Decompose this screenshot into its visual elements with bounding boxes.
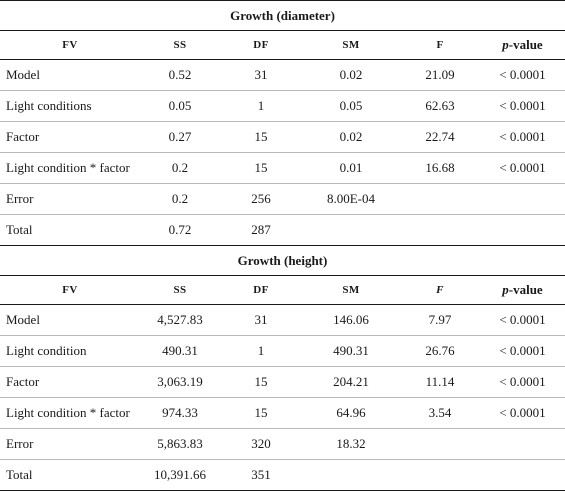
cell-f: 26.76 bbox=[400, 336, 480, 367]
cell-p bbox=[480, 215, 565, 246]
cell-df: 1 bbox=[220, 91, 302, 122]
cell-p: < 0.0001 bbox=[480, 91, 565, 122]
cell-fv: Model bbox=[0, 305, 140, 336]
cell-fv: Factor bbox=[0, 122, 140, 153]
cell-df: 351 bbox=[220, 460, 302, 491]
header-ss: SS bbox=[140, 276, 220, 305]
cell-ss: 490.31 bbox=[140, 336, 220, 367]
cell-f: 7.97 bbox=[400, 305, 480, 336]
header-p-suffix: -value bbox=[508, 37, 543, 52]
cell-sm: 64.96 bbox=[302, 398, 400, 429]
header-ss: SS bbox=[140, 31, 220, 60]
cell-f bbox=[400, 460, 480, 491]
table-row bbox=[0, 122, 565, 153]
cell-fv: Light condition * factor bbox=[0, 153, 140, 184]
cell-df: 31 bbox=[220, 305, 302, 336]
table-row bbox=[0, 367, 565, 398]
table-row bbox=[0, 429, 565, 460]
cell-p: < 0.0001 bbox=[480, 398, 565, 429]
section-title: Growth (height) bbox=[0, 246, 565, 276]
cell-df: 1 bbox=[220, 336, 302, 367]
header-p-value bbox=[480, 276, 565, 305]
cell-ss: 0.27 bbox=[140, 122, 220, 153]
table-row bbox=[0, 60, 565, 91]
cell-df: 287 bbox=[220, 215, 302, 246]
cell-df: 15 bbox=[220, 367, 302, 398]
header-sm: SM bbox=[302, 31, 400, 60]
header-sm: SM bbox=[302, 276, 400, 305]
cell-sm: 8.00E-04 bbox=[302, 184, 400, 215]
section-title-row bbox=[0, 246, 565, 276]
cell-ss: 10,391.66 bbox=[140, 460, 220, 491]
cell-fv: Error bbox=[0, 429, 140, 460]
section-title-row bbox=[0, 1, 565, 31]
header-df: DF bbox=[220, 276, 302, 305]
cell-f bbox=[400, 429, 480, 460]
cell-fv: Total bbox=[0, 460, 140, 491]
cell-ss: 0.52 bbox=[140, 60, 220, 91]
cell-df: 15 bbox=[220, 153, 302, 184]
header-fv: FV bbox=[0, 276, 140, 305]
cell-p: < 0.0001 bbox=[480, 153, 565, 184]
cell-df: 320 bbox=[220, 429, 302, 460]
table-row bbox=[0, 460, 565, 491]
cell-p: < 0.0001 bbox=[480, 336, 565, 367]
cell-f: 21.09 bbox=[400, 60, 480, 91]
header-p-prefix: p bbox=[502, 282, 509, 297]
cell-f: 3.54 bbox=[400, 398, 480, 429]
header-df: DF bbox=[220, 31, 302, 60]
section-title: Growth (diameter) bbox=[0, 1, 565, 31]
cell-fv: Error bbox=[0, 184, 140, 215]
table-row bbox=[0, 153, 565, 184]
table-row bbox=[0, 215, 565, 246]
table-row bbox=[0, 91, 565, 122]
table-row bbox=[0, 184, 565, 215]
header-f: F bbox=[400, 276, 480, 305]
header-fv: FV bbox=[0, 31, 140, 60]
table-row bbox=[0, 398, 565, 429]
cell-ss: 4,527.83 bbox=[140, 305, 220, 336]
header-p-value bbox=[480, 31, 565, 60]
column-header-row bbox=[0, 31, 565, 60]
table-row bbox=[0, 305, 565, 336]
cell-df: 15 bbox=[220, 398, 302, 429]
column-header-row bbox=[0, 276, 565, 305]
cell-p: < 0.0001 bbox=[480, 60, 565, 91]
cell-fv: Light condition * factor bbox=[0, 398, 140, 429]
cell-df: 256 bbox=[220, 184, 302, 215]
table-row bbox=[0, 336, 565, 367]
cell-sm: 0.01 bbox=[302, 153, 400, 184]
cell-p bbox=[480, 184, 565, 215]
cell-sm: 0.02 bbox=[302, 122, 400, 153]
cell-ss: 0.2 bbox=[140, 153, 220, 184]
cell-sm bbox=[302, 460, 400, 491]
cell-ss: 974.33 bbox=[140, 398, 220, 429]
cell-f bbox=[400, 184, 480, 215]
cell-p bbox=[480, 460, 565, 491]
cell-ss: 0.2 bbox=[140, 184, 220, 215]
cell-sm: 18.32 bbox=[302, 429, 400, 460]
cell-f: 62.63 bbox=[400, 91, 480, 122]
header-f: F bbox=[400, 31, 480, 60]
cell-f bbox=[400, 215, 480, 246]
cell-p: < 0.0001 bbox=[480, 367, 565, 398]
cell-p bbox=[480, 429, 565, 460]
cell-fv: Factor bbox=[0, 367, 140, 398]
cell-fv: Total bbox=[0, 215, 140, 246]
cell-ss: 0.05 bbox=[140, 91, 220, 122]
cell-sm bbox=[302, 215, 400, 246]
cell-f: 16.68 bbox=[400, 153, 480, 184]
cell-f: 22.74 bbox=[400, 122, 480, 153]
cell-fv: Light conditions bbox=[0, 91, 140, 122]
header-p-prefix: p bbox=[502, 37, 509, 52]
cell-df: 31 bbox=[220, 60, 302, 91]
cell-p: < 0.0001 bbox=[480, 122, 565, 153]
cell-sm: 204.21 bbox=[302, 367, 400, 398]
cell-sm: 146.06 bbox=[302, 305, 400, 336]
cell-df: 15 bbox=[220, 122, 302, 153]
cell-sm: 0.05 bbox=[302, 91, 400, 122]
cell-fv: Light condition bbox=[0, 336, 140, 367]
cell-ss: 5,863.83 bbox=[140, 429, 220, 460]
cell-fv: Model bbox=[0, 60, 140, 91]
cell-ss: 0.72 bbox=[140, 215, 220, 246]
cell-f: 11.14 bbox=[400, 367, 480, 398]
cell-p: < 0.0001 bbox=[480, 305, 565, 336]
cell-sm: 0.02 bbox=[302, 60, 400, 91]
cell-sm: 490.31 bbox=[302, 336, 400, 367]
header-p-suffix: -value bbox=[508, 282, 543, 297]
cell-ss: 3,063.19 bbox=[140, 367, 220, 398]
